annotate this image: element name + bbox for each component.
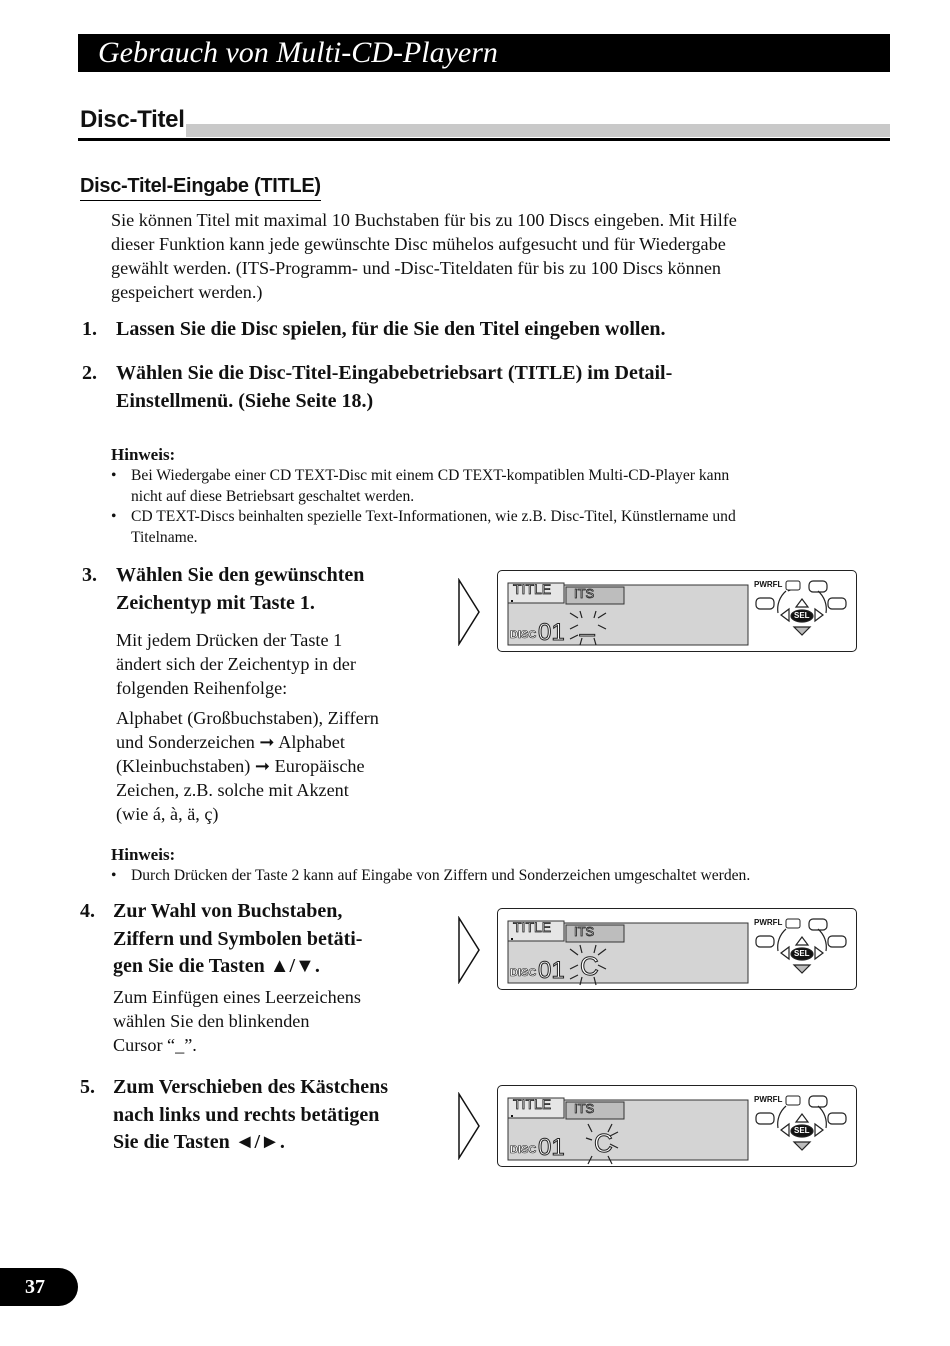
note-line: CD TEXT-Discs beinhalten spezielle Text-Informationen, wie z.B. Disc-Titel, Künstlername und <box>131 508 736 525</box>
step-line: Zum Verschieben des Kästchens <box>113 1076 389 1098</box>
step-line: Lassen Sie die Disc spielen, für die Sie den Titel eingeben wollen. <box>116 318 666 340</box>
pwrfl-label: PWRFL <box>754 1095 783 1104</box>
its-tab-label: ITS <box>574 1101 595 1116</box>
detail-line: und Sonderzeichen ➞ Alphabet <box>116 732 345 752</box>
disc-number: 01 <box>538 1134 565 1161</box>
step-line: Einstellmenü. (Siehe Seite 18.) <box>116 389 374 412</box>
note-line: Bei Wiedergabe einer CD TEXT-Disc mit einem CD TEXT-kompatiblen Multi-CD-Player kann <box>131 467 730 484</box>
step-3-text <box>116 562 364 617</box>
detail-line: Mit jedem Drücken der Taste 1 <box>116 630 343 650</box>
bullet: • <box>111 508 117 525</box>
step-2-text <box>116 360 672 415</box>
detail-line: (wie á, à, ä, ç) <box>116 804 219 824</box>
title-tab-label: TITLE <box>513 919 552 935</box>
disc-number: 01 <box>538 957 565 984</box>
step-line: Sie die Tasten ◄/►. <box>113 1131 285 1153</box>
step-3-detail-2 <box>116 706 379 826</box>
note-line: Titelname. <box>131 528 198 546</box>
chapter-title: Gebrauch von Multi-CD-Playern <box>98 36 498 69</box>
step-5-text <box>113 1074 388 1157</box>
step-4-detail-1 <box>113 985 361 1057</box>
intro-line: dieser Funktion kann jede gewünschte Disc mühelos aufgesucht und für Wiedergabe <box>111 234 726 254</box>
pointer-arrow-icon <box>457 916 481 984</box>
display-panel-1 <box>497 570 857 652</box>
step-1-text <box>116 316 666 344</box>
intro-line: gewählt werden. (ITS-Programm- und -Disc-Titeldaten für bis zu 100 Discs können <box>111 258 722 278</box>
step-line: Zur Wahl von Buchstaben, <box>113 900 343 922</box>
note-2-item-1 <box>111 866 911 888</box>
note-line: Durch Drücken der Taste 2 kann auf Eingabe von Ziffern und Sonderzeichen umgeschaltet werden. <box>131 867 751 884</box>
bullet: • <box>111 467 117 484</box>
detail-line: wählen Sie den blinkenden <box>113 1011 310 1031</box>
detail-line: folgenden Reihenfolge: <box>116 678 288 698</box>
subsection-title: Disc-Titel-Eingabe (TITLE) <box>80 175 321 201</box>
disc-label: DISC <box>510 629 537 641</box>
step-line: gen Sie die Tasten ▲/▼. <box>113 955 320 977</box>
sel-button-label: SEL <box>794 1126 810 1135</box>
its-tab-label: ITS <box>574 924 595 939</box>
pointer-arrow-icon <box>457 578 481 646</box>
pwrfl-label: PWRFL <box>754 580 783 589</box>
detail-line: ändert sich der Zeichentyp in der <box>116 654 356 674</box>
title-character: _ <box>580 607 595 637</box>
step-2-number: 2. <box>82 362 97 384</box>
step-5-number: 5. <box>80 1076 95 1098</box>
detail-line: Zum Einfügen eines Leerzeichens <box>113 987 361 1007</box>
detail-line: Alphabet (Großbuchstaben), Ziffern <box>116 708 379 728</box>
intro-line: Sie können Titel mit maximal 10 Buchstaben für bis zu 100 Discs eingeben. Mit Hilfe <box>111 210 737 230</box>
detail-line: (Kleinbuchstaben) ➞ Europäische <box>116 756 365 776</box>
display-panel-3 <box>497 1085 857 1167</box>
step-line: Zeichentyp mit Taste 1. <box>116 591 315 614</box>
bullet: • <box>111 867 117 884</box>
sel-button-label: SEL <box>794 949 810 958</box>
page-number-tab <box>0 1268 78 1306</box>
step-3-number: 3. <box>82 564 97 586</box>
section-rule <box>78 138 890 141</box>
page-number: 37 <box>25 1276 45 1298</box>
sel-button-label: SEL <box>794 611 810 620</box>
note-1-item-2 <box>111 507 871 549</box>
intro-line: gespeichert werden.) <box>111 282 263 302</box>
disc-label: DISC <box>510 967 537 979</box>
detail-line: Cursor “_”. <box>113 1035 197 1055</box>
intro-paragraph <box>111 208 851 304</box>
step-1-number: 1. <box>82 318 97 340</box>
step-4-text <box>113 898 362 981</box>
title-character: C <box>580 951 599 981</box>
step-line: Wählen Sie den gewünschten <box>116 564 365 586</box>
step-4-number: 4. <box>80 900 95 922</box>
note-1-item-1 <box>111 466 871 508</box>
disc-label: DISC <box>510 1144 537 1156</box>
pwrfl-label: PWRFL <box>754 918 783 927</box>
step-line: nach links und rechts betätigen <box>113 1103 380 1126</box>
step-line: Ziffern und Symbolen betäti- <box>113 927 363 950</box>
pointer-arrow-icon <box>457 1092 481 1160</box>
detail-line: Zeichen, z.B. solche mit Akzent <box>116 780 349 800</box>
step-line: Wählen Sie die Disc-Titel-Eingabebetriebsart (TITLE) im Detail- <box>116 362 673 384</box>
title-character: C <box>594 1128 613 1158</box>
title-tab-label: TITLE <box>513 1096 552 1112</box>
its-tab-label: ITS <box>574 586 595 601</box>
note-2-title: Hinweis: <box>111 845 176 864</box>
chapter-header-bar <box>78 34 890 72</box>
note-1-title: Hinweis: <box>111 445 176 464</box>
disc-number: 01 <box>538 619 565 646</box>
display-panel-2 <box>497 908 857 990</box>
section-rule-shade <box>186 124 890 137</box>
step-3-detail-1 <box>116 628 356 700</box>
note-line: nicht auf diese Betriebsart geschaltet werden. <box>131 487 415 505</box>
title-tab-label: TITLE <box>513 581 552 597</box>
section-title: Disc-Titel <box>80 106 185 133</box>
